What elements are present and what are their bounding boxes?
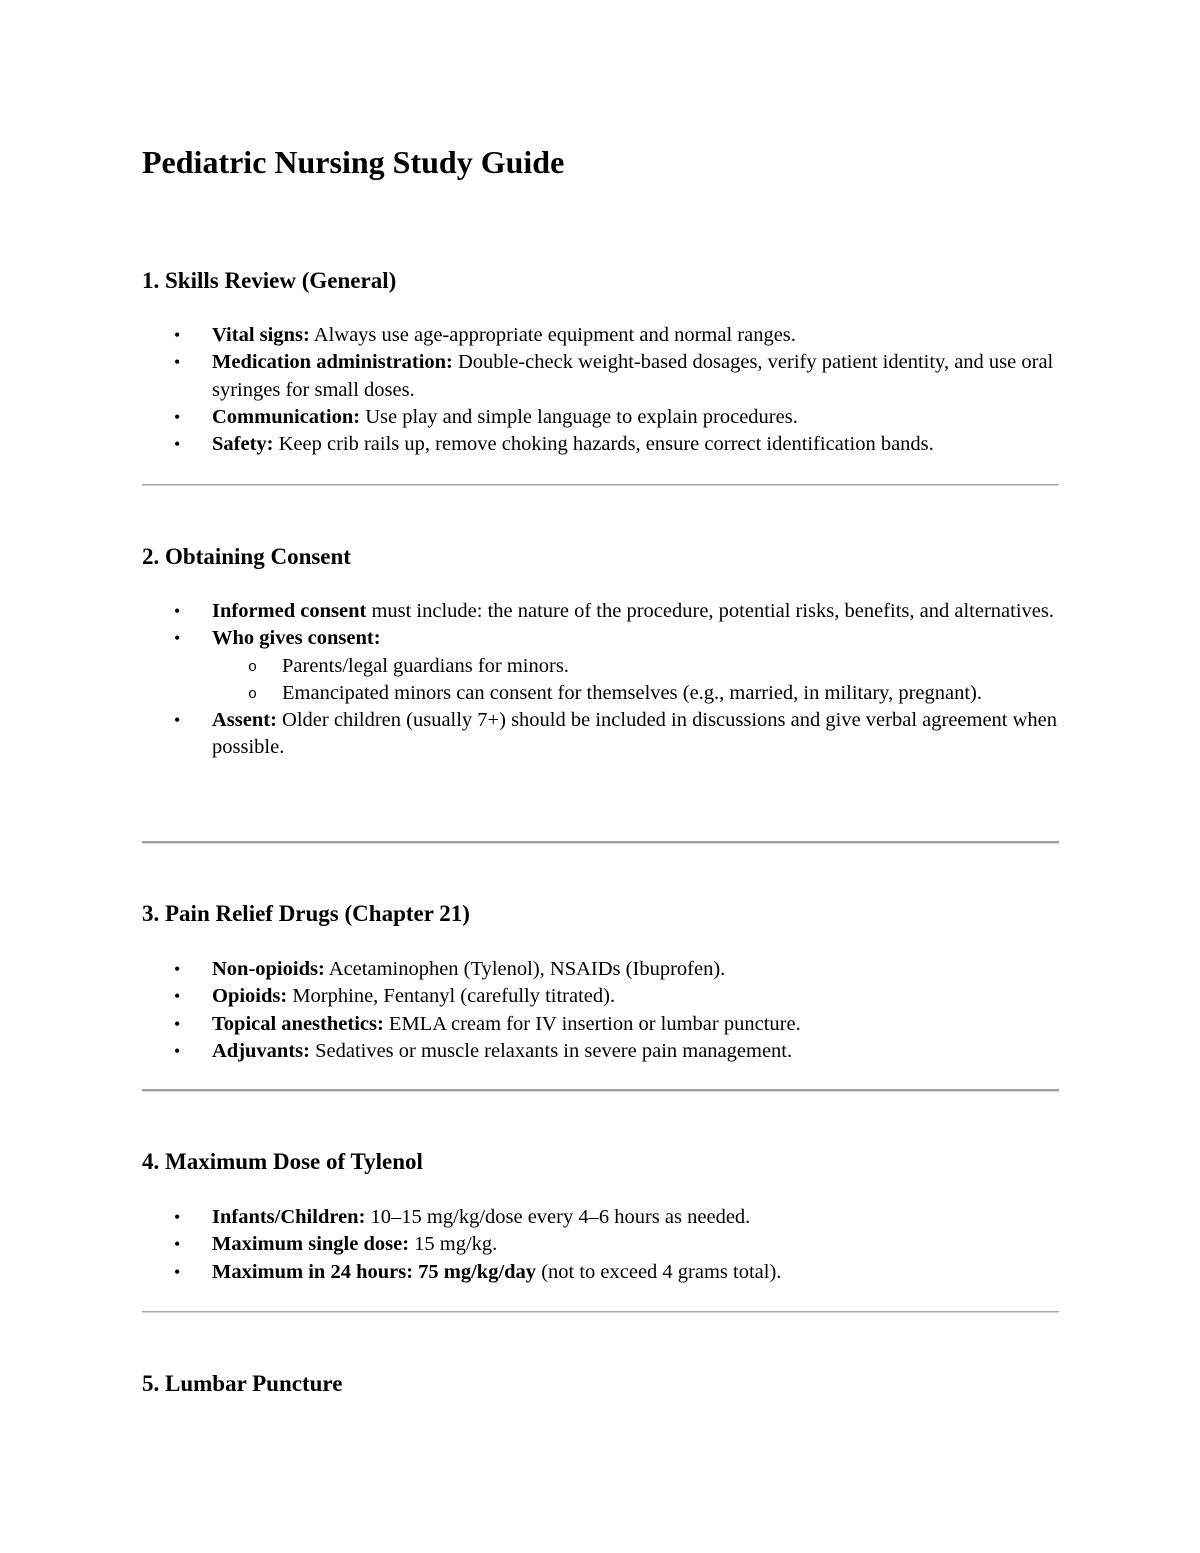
obtaining-consent-list (142, 598, 1062, 762)
bullet-icon: • (174, 352, 181, 373)
list-item (142, 1259, 1062, 1286)
document-title: Pediatric Nursing Study Guide (142, 144, 565, 180)
item-emphasis: 75 mg/kg/day (418, 1260, 537, 1283)
list-item (142, 1011, 1062, 1038)
sub-item-text: Emancipated minors can consent for themselves (e.g., married, in military, pregnant). (282, 681, 982, 704)
item-label: Informed consent (212, 600, 367, 622)
item-text: Older children (usually 7+) should be included in discussions and give verbal agreement when possible. (212, 709, 1058, 759)
list-item (142, 1231, 1062, 1258)
item-text: 15 mg/kg. (409, 1233, 498, 1256)
item-label: Maximum in 24 hours: (212, 1260, 414, 1283)
item-label: Adjuvants: (212, 1039, 310, 1062)
item-label: Topical anesthetics: (212, 1012, 384, 1035)
sub-item-text: Parents/legal guardians for minors. (282, 654, 569, 677)
section-heading-pain-relief-drugs: 3. Pain Relief Drugs (Chapter 21) (142, 901, 470, 926)
bullet-icon: • (174, 406, 181, 427)
item-label: Who gives consent: (212, 627, 381, 650)
list-item (142, 404, 1062, 431)
sub-list-item (212, 680, 1062, 707)
list-item (142, 956, 1062, 983)
list-item (142, 1038, 1062, 1065)
list-item (142, 983, 1062, 1010)
list-item (142, 349, 1062, 404)
item-label: Non-opioids: (212, 958, 325, 980)
bullet-icon: • (174, 1207, 181, 1227)
max-dose-list (142, 1204, 1062, 1286)
item-label: Infants/Children: (212, 1206, 366, 1228)
list-item (142, 598, 1062, 625)
item-text: 10–15 mg/kg/dose every 4–6 hours as needed. (365, 1206, 751, 1228)
bullet-icon: • (174, 1261, 181, 1282)
item-text: Keep crib rails up, remove choking hazards, ensure correct identification bands. (273, 433, 934, 456)
circle-bullet-icon: o (248, 658, 258, 676)
sub-list-item (212, 653, 1062, 680)
item-label: Safety: (212, 433, 274, 456)
bullet-icon: • (174, 1234, 181, 1255)
list-item (142, 431, 1062, 458)
item-label: Maximum single dose: (212, 1233, 410, 1256)
circle-bullet-icon: o (248, 685, 258, 703)
item-label: Communication: (212, 405, 361, 428)
item-label: Assent: (212, 709, 277, 732)
item-label: Medication administration: (212, 351, 453, 374)
bullet-icon: • (174, 1013, 181, 1034)
item-label: Vital signs: (212, 324, 310, 346)
item-label: Opioids: (212, 985, 288, 1008)
list-item (142, 707, 1062, 762)
list-item (142, 625, 1062, 707)
bullet-icon: • (174, 959, 181, 979)
list-item (142, 322, 1062, 349)
item-text: Always use age-appropriate equipment and normal ranges. (309, 324, 796, 346)
bullet-icon: • (174, 601, 181, 621)
bullet-icon: • (174, 434, 181, 455)
item-text: Acetaminophen (Tylenol), NSAIDs (Ibuprofen). (324, 958, 726, 980)
section-heading-lumbar-puncture: 5. Lumbar Puncture (142, 1371, 343, 1396)
bullet-icon: • (174, 1040, 181, 1061)
consent-sub-list (212, 653, 1062, 708)
bullet-icon: • (174, 986, 181, 1007)
item-text-after: (not to exceed 4 grams total). (536, 1260, 782, 1283)
skills-review-list (142, 322, 1062, 458)
section-divider (142, 484, 1059, 486)
item-text: Double-check weight-based dosages, verify patient identity, and use oral syringes for small doses. (212, 351, 1054, 401)
item-text: Morphine, Fentanyl (carefully titrated). (287, 985, 616, 1008)
section-heading-max-dose-tylenol: 4. Maximum Dose of Tylenol (142, 1149, 423, 1174)
bullet-icon: • (174, 325, 181, 345)
section-divider (142, 841, 1059, 844)
section-divider (142, 1089, 1059, 1092)
pain-relief-list (142, 956, 1062, 1065)
item-text: EMLA cream for IV insertion or lumbar puncture. (383, 1012, 801, 1035)
section-divider (142, 1311, 1059, 1313)
section-heading-skills-review: 1. Skills Review (General) (142, 268, 397, 293)
bullet-icon: • (174, 710, 181, 731)
bullet-icon: • (174, 628, 181, 649)
item-text: Use play and simple language to explain procedures. (360, 405, 798, 428)
item-text: must include: the nature of the procedure, potential risks, benefits, and alternatives. (366, 600, 1054, 622)
item-text: Sedatives or muscle relaxants in severe pain management. (309, 1039, 793, 1062)
section-heading-obtaining-consent: 2. Obtaining Consent (142, 544, 351, 569)
list-item (142, 1204, 1062, 1231)
